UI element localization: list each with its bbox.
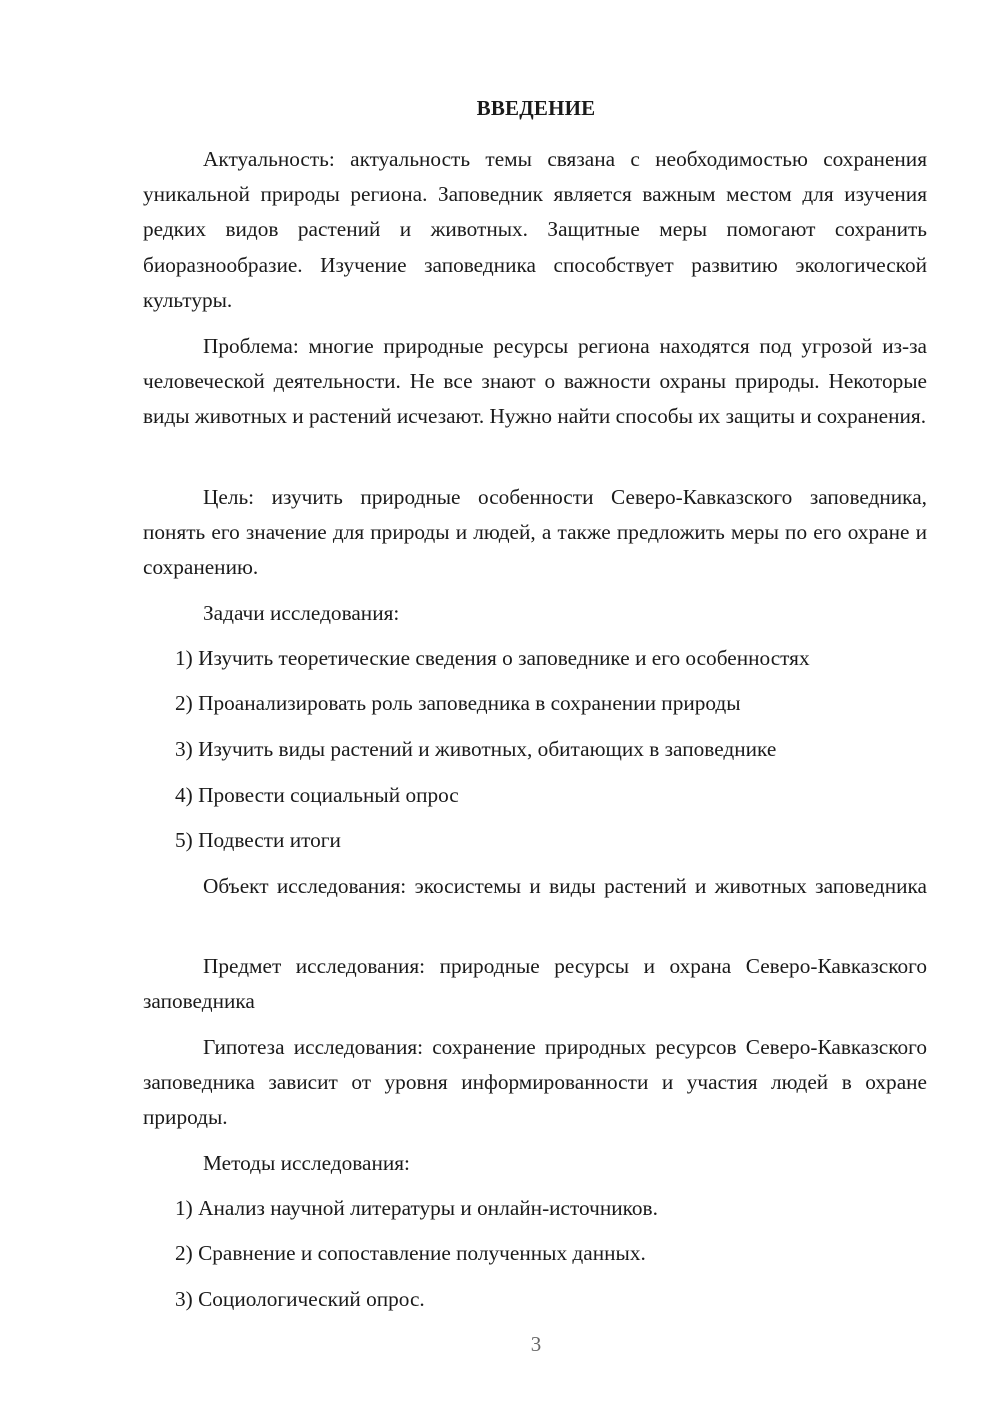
goal-paragraph: Цель: изучить природные особенности Северо-Кавказского заповедника, понять его значение для природы и людей, а также предложить меры по его охране и сохранению. (143, 485, 927, 580)
list-item: 1) Изучить теоретические сведения о заповеднике и его особенностях (175, 646, 810, 670)
page-title: ВВЕДЕНИЕ (476, 96, 596, 120)
list-item: 4) Провести социальный опрос (175, 783, 459, 807)
list-item: 3) Изучить виды растений и животных, обитающих в заповеднике (175, 737, 777, 761)
list-item: 3) Социологический опрос. (175, 1287, 425, 1311)
list-item: 1) Анализ научной литературы и онлайн-источников. (175, 1196, 658, 1220)
page-number: 3 (530, 1332, 542, 1356)
list-item: 2) Сравнение и сопоставление полученных данных. (175, 1241, 646, 1265)
object-paragraph: Объект исследования: экосистемы и виды растений и животных заповедника (203, 874, 927, 898)
list-item: 5) Подвести итоги (175, 828, 341, 852)
relevance-paragraph: Актуальность: актуальность темы связана с необходимостью сохранения уникальной природы региона. Заповедник является важным местом для изучения редких видов растений и животных. Защитные меры помогают сохранить биоразнообразие. Изучение заповедника способствует развитию экологической культуры. (143, 147, 927, 312)
methods-heading: Методы исследования: (203, 1151, 410, 1175)
tasks-heading: Задачи исследования: (203, 601, 400, 625)
list-item: 2) Проанализировать роль заповедника в сохранении природы (175, 691, 741, 715)
hypothesis-paragraph: Гипотеза исследования: сохранение природных ресурсов Северо-Кавказского заповедника зависит от уровня информированности и участия людей в охране природы. (143, 1035, 927, 1130)
problem-paragraph: Проблема: многие природные ресурсы региона находятся под угрозой из-за человеческой деятельности. Не все знают о важности охраны природы. Некоторые виды животных и растений исчезают. Нужно найти способы их защиты и сохранения. (143, 334, 927, 429)
subject-paragraph: Предмет исследования: природные ресурсы и охрана Северо-Кавказского заповедника (143, 954, 927, 1014)
